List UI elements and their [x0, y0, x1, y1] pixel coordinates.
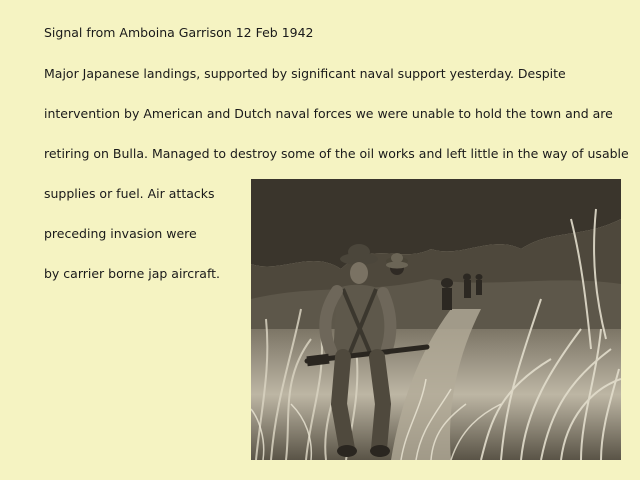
document-paragraph-line-2: intervention by American and Dutch naval forces we were unable to hold the town and are [44, 106, 613, 121]
document-paragraph-line-6: by carrier borne jap aircraft. [44, 266, 221, 281]
document-paragraph-line-3: retiring on Bulla. Managed to destroy some of the oil works and left little in the way of usable [44, 146, 629, 161]
document-paragraph-line-4: supplies or fuel. Air attacks [44, 186, 215, 201]
document-paragraph-line-1: Major Japanese landings, supported by significant naval support yesterday. Despite [44, 66, 566, 81]
soldiers-jungle-photo [251, 179, 621, 460]
document-title: Signal from Amboina Garrison 12 Feb 1942 [44, 25, 314, 40]
document-paragraph-line-5: preceding invasion were [44, 226, 197, 241]
